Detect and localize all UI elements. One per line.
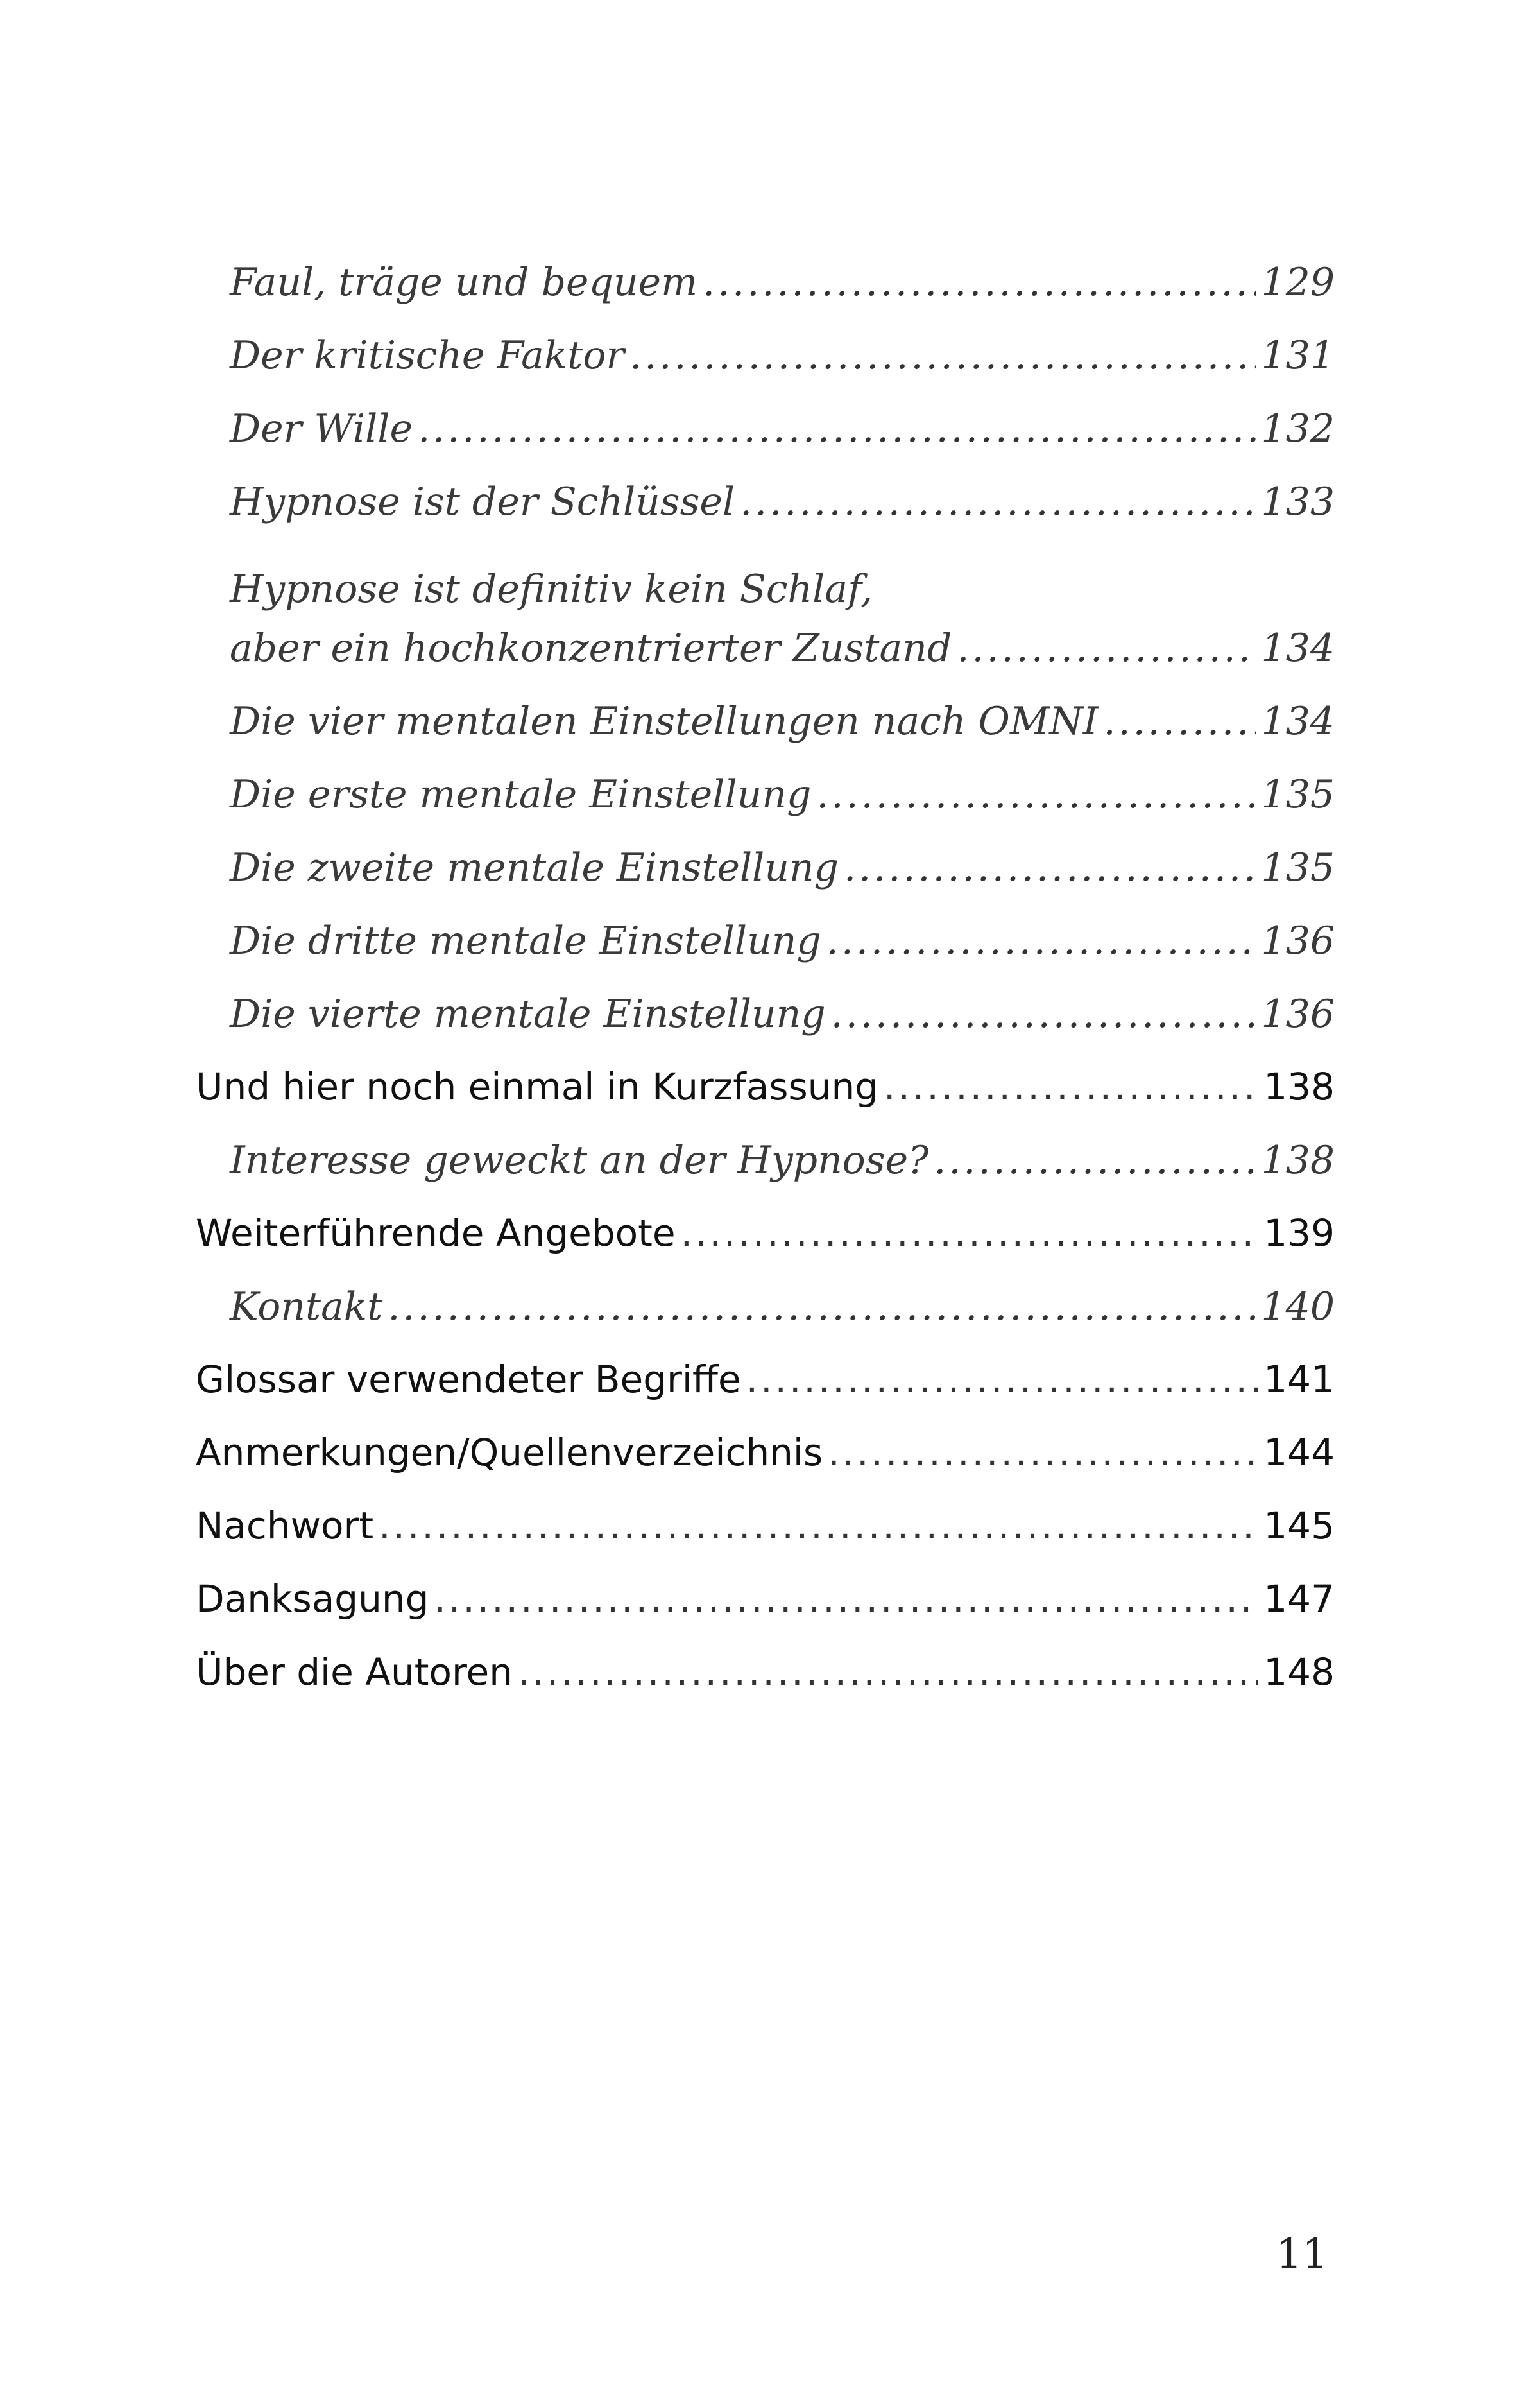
toc-entry-title: Die dritte mentale Einstellung [230,918,821,963]
toc-entry-title: Nachwort [196,1504,374,1547]
toc-entry [230,699,1335,772]
toc-entry-page: 139 [1263,1211,1335,1255]
toc-entry [230,772,1335,845]
page-number: 11 [1276,2230,1328,2278]
dot-leader [934,1138,1256,1183]
toc-entry-title: Und hier noch einmal in Kurzfassung [196,1065,879,1108]
toc-entry [230,406,1335,479]
toc-entry [230,845,1335,918]
toc-entry [196,1577,1335,1650]
dot-leader [740,479,1256,524]
toc-entry-title: Glossar verwendeter Begriffe [196,1357,741,1401]
dot-leader [703,260,1256,305]
toc-entry-page: 134 [1261,699,1335,744]
dot-leader [388,1284,1256,1329]
toc-entry-title: Der Wille [230,406,413,451]
toc-entry [230,260,1335,333]
toc-entry-title: Die erste mentale Einstellung [230,772,812,817]
dot-leader [1103,699,1256,744]
dot-leader [957,626,1256,671]
dot-leader [379,1504,1258,1547]
toc-entry-title: Danksagung [196,1577,429,1621]
toc-entry [196,1650,1335,1723]
toc-entry [196,1504,1335,1577]
toc-entry-title: Anmerkungen/Quellenverzeichnis [196,1431,823,1474]
toc-entry-title: Die vierte mentale Einstellung [230,992,826,1037]
toc-entry [230,333,1335,406]
toc-entry [230,918,1335,992]
toc-entry-page: 138 [1261,1138,1335,1183]
toc-entry-title: Kontakt [230,1284,383,1329]
toc-entry-page: 147 [1263,1577,1335,1621]
toc-entry-title: Interesse geweckt an der Hypnose? [230,1138,929,1183]
toc-entry [196,1357,1335,1431]
toc-entry-page: 141 [1263,1357,1335,1401]
dot-leader [816,772,1256,817]
toc-entry-title-line1: Hypnose ist definitiv kein Schlaf, [230,567,873,612]
toc-entry [196,1211,1335,1284]
toc-entry-title: Hypnose ist der Schlüssel [230,479,735,524]
toc-entry-title: Über die Autoren [196,1650,513,1694]
dot-leader [746,1357,1259,1401]
toc-entry-title: Der kritische Faktor [230,333,625,378]
toc-entry [196,1065,1335,1138]
toc-entry-page: 145 [1263,1504,1335,1547]
dot-leader [826,918,1256,963]
dot-leader [844,845,1256,890]
toc-entry-title: Weiterführende Angebote [196,1211,676,1255]
toc-entry-page: 148 [1263,1650,1335,1694]
toc-entry-page: 138 [1263,1065,1335,1108]
toc-entry-title: Faul, träge und bequem [230,260,697,305]
toc-entry-page: 132 [1261,406,1335,451]
dot-leader [518,1650,1258,1694]
dot-leader [884,1065,1258,1108]
dot-leader [434,1577,1258,1621]
dot-leader [831,992,1256,1037]
toc-entry [230,1138,1335,1211]
toc-entry [230,479,1335,553]
toc-entry-page: 140 [1261,1284,1335,1329]
toc-entry-title: aber ein hochkonzentrierter Zustand [230,626,952,671]
toc-entry-page: 134 [1261,626,1335,671]
toc-entry-title: Die zweite mentale Einstellung [230,845,839,890]
dot-leader [629,333,1256,378]
toc-entry [230,992,1335,1065]
dot-leader [681,1211,1259,1255]
dot-leader [828,1431,1258,1474]
toc-entry [230,626,1335,699]
toc-entry-page: 129 [1261,260,1335,305]
toc-entry-page: 144 [1263,1431,1335,1474]
toc-entry [196,1431,1335,1504]
toc-entry [230,1284,1335,1357]
toc-entry-title: Die vier mentalen Einstellungen nach OMNI [230,699,1099,744]
toc-entry-page: 136 [1261,918,1335,963]
dot-leader [418,406,1256,451]
toc-entry-page: 135 [1261,772,1335,817]
toc-entry-page: 133 [1261,479,1335,524]
toc-entry-page: 135 [1261,845,1335,890]
toc-entry-page: 136 [1261,992,1335,1037]
toc-entry-page: 131 [1261,333,1335,378]
